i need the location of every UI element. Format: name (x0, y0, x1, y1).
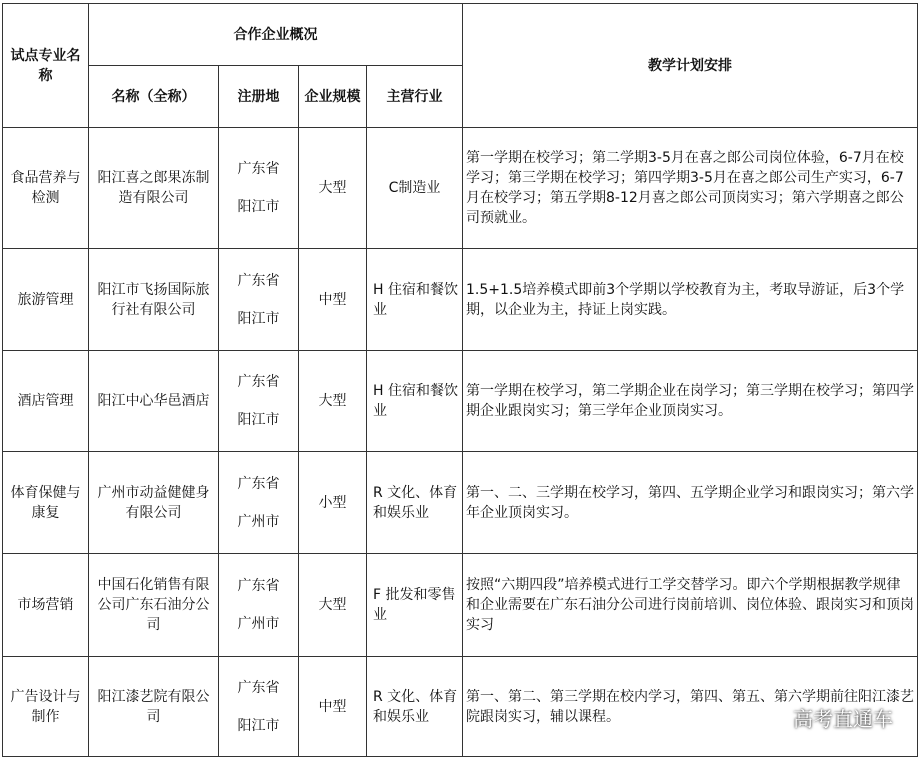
cell-industry: C制造业 (367, 128, 463, 249)
cell-major: 广告设计与制作 (3, 657, 89, 757)
cell-province: 广东省 (237, 374, 280, 390)
cell-scale: 大型 (299, 554, 367, 657)
cell-plan: 按照“六期四段”培养模式进行工学交替学习。即六个学期根据教学规律和企业需要在广东石油分公司进行岗前培训、岗位体验、跟岗实习和顶岗实习 (463, 554, 918, 657)
cell-city: 阳江市 (237, 199, 280, 215)
table-row (3, 452, 918, 554)
cell-scale: 中型 (299, 657, 367, 757)
table-row (3, 351, 918, 452)
cell-city: 阳江市 (237, 310, 280, 327)
header-major: 试点专业名称 (3, 4, 89, 128)
cell-major: 食品营养与检测 (3, 128, 89, 249)
cell-plan: 1.5+1.5培养模式即前3个学期以学校教育为主，考取导游证，后3个学期，以企业为主，持证上岗实践。 (463, 249, 918, 351)
cell-province: 广东省 (237, 578, 280, 594)
cell-industry: R 文化、体育和娱乐业 (367, 657, 463, 757)
cell-city: 广州市 (237, 616, 280, 632)
table-row (3, 657, 918, 757)
cell-industry: F 批发和零售业 (367, 554, 463, 657)
cell-location (219, 128, 299, 249)
cell-scale: 中型 (299, 249, 367, 351)
table-row (3, 249, 918, 351)
cell-province: 广东省 (237, 161, 280, 177)
cell-industry: R 文化、体育和娱乐业 (367, 452, 463, 554)
cell-company: 阳江漆艺院有限公司 (89, 657, 219, 757)
cell-major: 市场营销 (3, 554, 89, 657)
cell-scale: 大型 (299, 128, 367, 249)
header-plan: 教学计划安排 (463, 4, 918, 128)
cell-city: 阳江市 (237, 717, 280, 734)
header-industry: 主营行业 (367, 66, 463, 128)
cell-province: 广东省 (237, 475, 280, 492)
cell-location (219, 554, 299, 657)
cell-city: 广州市 (237, 513, 280, 530)
header-company-name: 名称（全称） (89, 66, 219, 128)
cell-province: 广东省 (237, 272, 280, 289)
cell-location (219, 657, 299, 757)
cell-company: 阳江中心华邑酒店 (89, 351, 219, 452)
header-partner-group: 合作企业概况 (89, 4, 463, 66)
cell-major: 酒店管理 (3, 351, 89, 452)
cell-scale: 大型 (299, 351, 367, 452)
cell-company: 广州市动益健健身有限公司 (89, 452, 219, 554)
cell-plan: 第一、第二、第三学期在校内学习，第四、第五、第六学期前往阳江漆艺院跟岗实习，辅以课程。 (463, 657, 918, 757)
cell-location (219, 452, 299, 554)
cell-province: 广东省 (237, 679, 280, 696)
cell-plan: 第一学期在校学习，第二学期企业在岗学习；第三学期在校学习；第四学期企业跟岗实习；第三学年企业顶岗实习。 (463, 351, 918, 452)
cell-company: 阳江喜之郎果冻制造有限公司 (89, 128, 219, 249)
cell-plan: 第一学期在校学习；第二学期3-5月在喜之郎公司岗位体验，6-7月在校学习；第三学期在校学习；第四学期3-5月在喜之郎公司生产实习，6-7月在校学习；第五学期8-12月喜之郎公司顶岗实习；第六学期喜之郎公司预就业。 (463, 128, 918, 249)
header-location: 注册地 (219, 66, 299, 128)
cell-major: 体育保健与康复 (3, 452, 89, 554)
cell-location (219, 351, 299, 452)
cell-major: 旅游管理 (3, 249, 89, 351)
cell-industry: H 住宿和餐饮业 (367, 351, 463, 452)
cell-industry: H 住宿和餐饮业 (367, 249, 463, 351)
cell-company: 阳江市飞扬国际旅行社有限公司 (89, 249, 219, 351)
cooperation-table (2, 3, 918, 757)
watermark: 高考直通车 (793, 707, 893, 731)
cell-plan: 第一、二、三学期在校学习，第四、五学期企业学习和跟岗实习；第六学年企业顶岗实习。 (463, 452, 918, 554)
table-row (3, 128, 918, 249)
table-row (3, 554, 918, 657)
cell-city: 阳江市 (237, 412, 280, 428)
cell-scale: 小型 (299, 452, 367, 554)
cell-location (219, 249, 299, 351)
header-scale: 企业规模 (299, 66, 367, 128)
cell-company: 中国石化销售有限公司广东石油分公司 (89, 554, 219, 657)
